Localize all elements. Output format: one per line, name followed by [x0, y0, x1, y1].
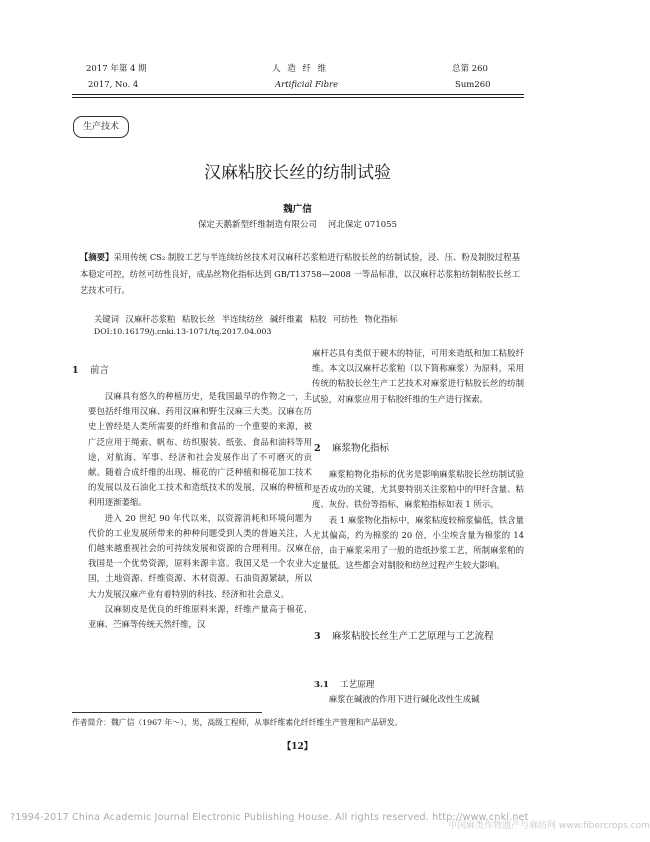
- abstract: [80, 249, 520, 299]
- paragraph: 进入 20 世纪 90 年代以来，以资源消耗和环境问题为代价的工业发展所带来的种种问题受到人类的普遍关注，人们越来越重视社会的可持续发展和资源的合理利用。汉麻在我国是一个优势资源，原料来源丰富。我国又是一个农业大国，土地资源、纤维资源、木材资源、石油资源紧缺，所以大力发展汉麻产业有着特别的科技、经济和社会意义。: [88, 512, 312, 599]
- paragraph: 表 1 麻浆物化指标中，麻浆粘度较棉浆偏低，铁含量尤其偏高，约为棉浆的 20 倍，小尘埃含量为棉浆的 14 倍，由于麻浆采用了一般的造纸抄浆工艺，所制麻浆粕的定量低。这些都会对制胶和纺丝过程产生较大影响。: [312, 514, 524, 571]
- right-column-body-mid: [312, 467, 524, 573]
- section-1-heading: [72, 362, 109, 376]
- category-tag: 生产技术: [73, 116, 129, 138]
- paragraph: 麻浆粕物化指标的优劣是影响麻浆粘胶长丝纺制试验是否成功的关键，尤其要特别关注浆粕中的甲纤含量、粘度、灰份、铁份等指标，麻浆粕指标如表 1 所示。: [312, 469, 524, 510]
- section-2-heading: [314, 440, 389, 454]
- section-number: 2: [314, 443, 321, 454]
- section-title: 麻浆粘胶长丝生产工艺原理与工艺流程: [332, 631, 494, 642]
- section-number: 1: [72, 365, 79, 376]
- header-issue-en: 2017, No. 4: [88, 80, 139, 90]
- paragraph: 汉麻韧皮是优良的纤维原料来源，纤维产量高于棉花、亚麻、苎麻等传统天然纤维，汉: [88, 603, 312, 630]
- right-column-body-bottom: [312, 692, 524, 707]
- section-number: 3.1: [314, 680, 329, 690]
- header-sum-en: Sum260: [455, 80, 491, 90]
- header-issue-cn: 2017 年第 4 期: [86, 64, 147, 74]
- doi: DOI:10.16179/j.cnki.13-1071/tq.2017.04.003: [94, 327, 272, 336]
- section-3-heading: [314, 628, 524, 645]
- keywords: 关键词 汉麻秆芯浆粕 粘胶长丝 半连续纺丝 碱纤维素 粘胶 可纺性 物化指标: [94, 314, 398, 324]
- header-rule-top: [72, 94, 524, 95]
- right-column-body-top: [312, 346, 524, 407]
- section-number: 3: [314, 631, 321, 642]
- author-affiliation: 保定天鹅新型纤维制造有限公司 河北保定 071055: [198, 220, 397, 230]
- header-journal-en: Artificial Fibre: [275, 80, 339, 90]
- section-3-1-heading: [314, 678, 374, 690]
- footnote-rule: [72, 712, 262, 713]
- header-rule-bottom: [72, 97, 524, 98]
- header-journal-cn: 人 造 纤 维: [272, 64, 329, 74]
- author-name: 魏广信: [283, 204, 312, 215]
- section-title: 麻浆物化指标: [332, 443, 390, 454]
- author-bio-footnote: 作者简介：魏广信（1967 年～），男，高级工程师，从事纤维素化纤纤维生产管理和产品研发。: [72, 718, 403, 727]
- header-sum-cn: 总第 260: [452, 64, 488, 74]
- copyright-line: ?1994-2017 China Academic Journal Electronic Publishing House. All rights reserved. http://www.cnki.net: [10, 812, 529, 823]
- section-title: 工艺原理: [340, 680, 375, 690]
- page-number: 【12】: [282, 742, 313, 752]
- paragraph: 汉麻具有悠久的种植历史，是我国最早的作物之一，主要包括纤维用汉麻、药用汉麻和野生汉麻三大类。汉麻在历史上曾经是人类所需要的纤维和食品的一个重要的来源，被广泛应用于绳索、帆布、纺织服装、纸张、食品和油料等用途，对航海、军事、经济和社会发展作出了不可磨灭的贡献。随着合成纤维的出现、棉花的广泛种植和棉花加工技术的发展以及石油化工技术和造纸技术的发展，汉麻的种植和利用逐渐萎缩。: [88, 391, 312, 508]
- paper-title: 汉麻粘胶长丝的纺制试验: [204, 163, 391, 183]
- paragraph: 麻浆在碱液的作用下进行碱化改性生成碱: [328, 694, 480, 704]
- left-column-body: [88, 389, 312, 632]
- abstract-text: 采用传统 CS₂ 制胶工艺与半连续纺丝技术对汉麻秆芯浆粕进行粘胶长丝的纺制试验，浸、压、粉及制胶过程基本稳定可控，纺丝可纺性良好，成品丝物化指标达到 GB/T13758—2008 一等品标准，以汉麻秆芯浆粕纺制粘胶长丝工艺技术可行。: [80, 252, 520, 295]
- paragraph: 麻杆芯具有类似于硬木的特征，可用来造纸和加工粘胶纤维。本文以汉麻杆芯浆粕（以下简称麻浆）为原料，采用传统的粘胶长丝生产工艺技术对麻浆进行粘胶长丝的纺制试验，对麻浆应用于粘胶纤维的生产进行探索。: [312, 348, 524, 404]
- abstract-label: 【摘要】: [80, 252, 114, 262]
- watermark-logo: 中国麻类作物遗产与麻纺网 www.fibercrops.com: [448, 821, 650, 831]
- section-title: 前言: [90, 365, 110, 376]
